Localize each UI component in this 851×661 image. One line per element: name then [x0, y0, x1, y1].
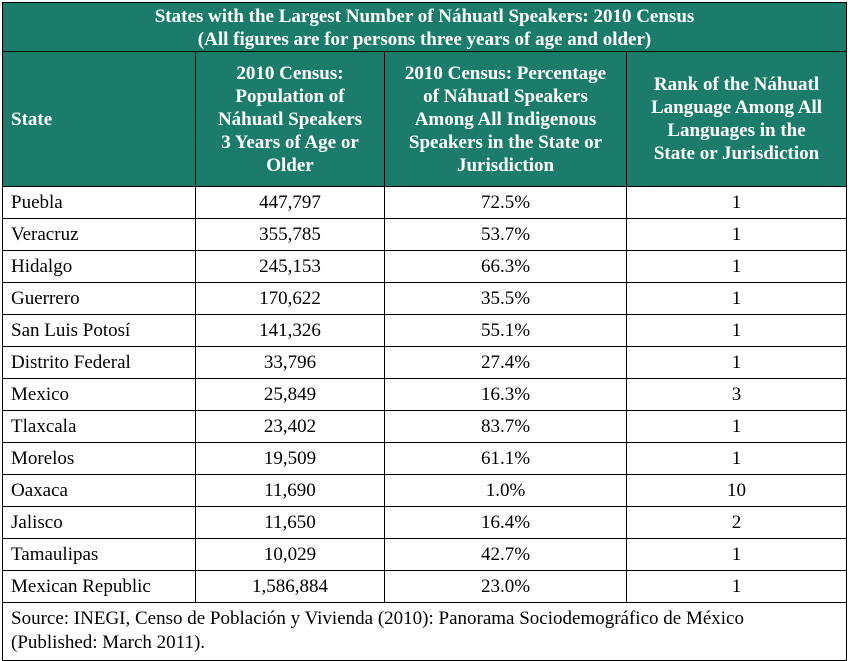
table-row [3, 187, 847, 219]
table-row-total [3, 571, 847, 603]
column-header-state [3, 52, 196, 187]
cell-population: 11,650 [196, 507, 385, 539]
table-row [3, 539, 847, 571]
cell-state: Jalisco [3, 507, 196, 539]
cell-state: Guerrero [3, 283, 196, 315]
table-caption-row [3, 3, 847, 52]
header-line: Jurisdiction [456, 154, 555, 176]
cell-rank: 1 [627, 571, 847, 603]
stray-border-mark [846, 222, 847, 242]
cell-rank: 3 [627, 379, 847, 411]
table-title: States with the Largest Number of Náhuatl Speakers: 2010 Census [154, 5, 695, 27]
header-line: Older [266, 154, 314, 176]
table-caption [3, 3, 847, 52]
source-line: (Published: March 2011). [11, 632, 206, 653]
nahuatl-speakers-table [2, 2, 847, 661]
header-line: Rank of the Náhuatl [653, 74, 820, 95]
header-line: 2010 Census: Percentage [404, 62, 607, 84]
cell-population: 33,796 [196, 347, 385, 379]
cell-state: Tlaxcala [3, 411, 196, 443]
table-row [3, 315, 847, 347]
column-header-state-text: State [11, 108, 53, 130]
cell-rank: 1 [627, 315, 847, 347]
cell-state: Morelos [3, 443, 196, 475]
cell-rank: 1 [627, 411, 847, 443]
header-line: Náhuatl Speakers [217, 108, 363, 130]
cell-state: Puebla [3, 187, 196, 219]
header-line: 2010 Census: [236, 62, 344, 84]
cell-state: Hidalgo [3, 251, 196, 283]
cell-population: 25,849 [196, 379, 385, 411]
cell-population: 23,402 [196, 411, 385, 443]
header-line: Among All Indigenous [414, 108, 597, 130]
cell-population: 11,690 [196, 475, 385, 507]
cell-state: Tamaulipas [3, 539, 196, 571]
cell-percentage: 83.7% [385, 411, 627, 443]
header-line: State or Jurisdiction [653, 143, 820, 164]
cell-percentage: 72.5% [385, 187, 627, 219]
header-line: Population of [235, 85, 345, 107]
cell-population: 355,785 [196, 219, 385, 251]
cell-rank: 1 [627, 283, 847, 315]
cell-percentage: 16.4% [385, 507, 627, 539]
column-header-row [3, 52, 847, 187]
table-row [3, 507, 847, 539]
table-row [3, 219, 847, 251]
cell-percentage: 61.1% [385, 443, 627, 475]
cell-rank: 10 [627, 475, 847, 507]
source-line: Source: INEGI, Censo de Población y Vivienda (2010): Panorama Sociodemográfico de México [11, 608, 744, 629]
cell-percentage: 27.4% [385, 347, 627, 379]
column-header-rank [627, 52, 847, 187]
cell-percentage: 55.1% [385, 315, 627, 347]
cell-rank: 1 [627, 443, 847, 475]
cell-state: San Luis Potosí [3, 315, 196, 347]
cell-state: Oaxaca [3, 475, 196, 507]
cell-state: Mexican Republic [3, 571, 196, 603]
header-line: Language Among All [650, 97, 823, 118]
source-note [3, 603, 847, 661]
cell-rank: 1 [627, 347, 847, 379]
cell-population: 1,586,884 [196, 571, 385, 603]
table-row [3, 379, 847, 411]
cell-rank: 1 [627, 251, 847, 283]
cell-percentage: 1.0% [385, 475, 627, 507]
cell-population: 141,326 [196, 315, 385, 347]
cell-percentage: 35.5% [385, 283, 627, 315]
table-row [3, 347, 847, 379]
cell-rank: 1 [627, 539, 847, 571]
cell-population: 19,509 [196, 443, 385, 475]
column-header-percentage [385, 52, 627, 187]
cell-rank: 1 [627, 219, 847, 251]
cell-state: Distrito Federal [3, 347, 196, 379]
cell-population: 10,029 [196, 539, 385, 571]
source-row [3, 603, 847, 661]
header-line: Speakers in the State or [408, 131, 603, 153]
table-row [3, 411, 847, 443]
cell-percentage: 42.7% [385, 539, 627, 571]
table-row [3, 283, 847, 315]
cell-percentage: 53.7% [385, 219, 627, 251]
column-header-population [196, 52, 385, 187]
table-subtitle: (All figures are for persons three years of age and older) [197, 28, 652, 50]
cell-percentage: 16.3% [385, 379, 627, 411]
cell-population: 245,153 [196, 251, 385, 283]
cell-state: Mexico [3, 379, 196, 411]
cell-rank: 2 [627, 507, 847, 539]
table-row [3, 251, 847, 283]
cell-percentage: 66.3% [385, 251, 627, 283]
header-line: of Náhuatl Speakers [423, 85, 588, 107]
cell-population: 447,797 [196, 187, 385, 219]
nahuatl-speakers-table-container [2, 2, 847, 661]
header-line: 3 Years of Age or [221, 131, 359, 153]
cell-population: 170,622 [196, 283, 385, 315]
cell-rank: 1 [627, 187, 847, 219]
cell-percentage: 23.0% [385, 571, 627, 603]
header-line: Languages in the [667, 120, 806, 141]
table-row [3, 443, 847, 475]
cell-state: Veracruz [3, 219, 196, 251]
table-row [3, 475, 847, 507]
